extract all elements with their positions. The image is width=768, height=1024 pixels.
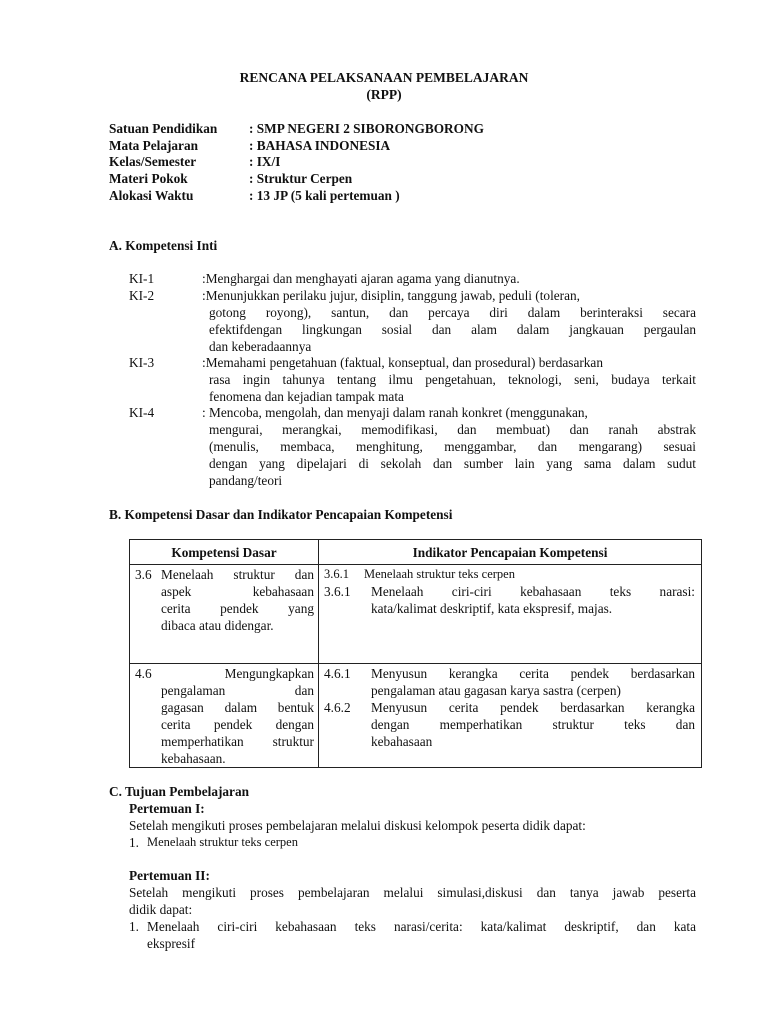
meeting-title: Pertemuan II: xyxy=(129,868,210,883)
kd-text: cerita pendek yang xyxy=(161,601,314,616)
ki-text: mengurai, merangkai, memodifikasi, dan membuat) dan ranah abstrak xyxy=(209,422,696,437)
identity-label: Kelas/Semester xyxy=(109,154,197,169)
ki-code: KI-1 xyxy=(129,271,155,286)
identity-value: : SMP NEGERI 2 SIBORONGBORONG xyxy=(249,121,484,136)
meeting-title: Pertemuan I: xyxy=(129,801,205,816)
ki-text: dan keberadaannya xyxy=(209,339,312,354)
ki-text: :Menghargai dan menghayati ajaran agama yang dianutnya. xyxy=(202,271,520,286)
ki-text: dengan yang dipelajari di sekolah dan sumber lain yang sama dalam sudut xyxy=(209,456,696,471)
kd-number: 3.6 xyxy=(135,567,152,582)
indicator-number: 4.6.2 xyxy=(324,700,351,715)
identity-label: Materi Pokok xyxy=(109,171,188,186)
ki-text: :Menunjukkan perilaku jujur, disiplin, tanggung jawab, peduli (toleran, xyxy=(202,288,580,303)
identity-label: Alokasi Waktu xyxy=(109,188,194,203)
table-header-kd: Kompetensi Dasar xyxy=(130,540,319,565)
indicator-number: 4.6.1 xyxy=(324,666,351,681)
indicator-item xyxy=(324,583,695,617)
indicator-item xyxy=(324,566,695,583)
objective-text: Menelaah struktur teks cerpen xyxy=(147,835,298,849)
indicator-text: Menelaah ciri-ciri kebahasaan teks narasi: xyxy=(371,584,695,599)
kd-text: memperhatikan struktur xyxy=(161,734,314,749)
objective-text: ekspresif xyxy=(147,936,195,951)
indicator-text: dengan memperhatikan struktur teks dan xyxy=(371,717,695,732)
ki-text: fenomena dan kejadian tampak mata xyxy=(209,389,404,404)
meeting-intro-block xyxy=(129,884,696,918)
table-row xyxy=(130,565,702,664)
ki-code: KI-2 xyxy=(129,288,155,303)
indicator-cell xyxy=(319,664,702,768)
indicator-text: pengalaman atau gagasan karya sastra (cerpen) xyxy=(371,683,621,698)
objective-number: 1. xyxy=(129,919,139,934)
objective-text: Menelaah ciri-ciri kebahasaan teks narasi/cerita: kata/kalimat deskriptif, dan kata xyxy=(147,919,696,934)
identity-label: Mata Pelajaran xyxy=(109,138,198,153)
ki-text: (menulis, membaca, menghitung, menggambar, dan mengarang) sesuai xyxy=(209,439,696,454)
meeting-intro: Setelah mengikuti proses pembelajaran melalui simulasi,diskusi dan tanya jawab peserta xyxy=(129,885,696,900)
kd-cell xyxy=(130,565,319,664)
indicator-item xyxy=(324,665,695,699)
meeting-intro: didik dapat: xyxy=(129,902,193,917)
ki-code: KI-3 xyxy=(129,355,155,370)
identity-value: : 13 JP (5 kali pertemuan ) xyxy=(249,188,400,203)
kd-number: 4.6 xyxy=(135,666,152,681)
kd-text: gagasan dalam bentuk xyxy=(161,700,314,715)
ki-text: :Memahami pengetahuan (faktual, konseptual, dan prosedural) berdasarkan xyxy=(202,355,603,370)
ki-text: : Mencoba, mengolah, dan menyaji dalam ranah konkret (menggunakan, xyxy=(202,405,588,420)
table-row xyxy=(130,664,702,768)
identity-value: : IX/I xyxy=(249,154,281,169)
identity-value: : Struktur Cerpen xyxy=(249,171,353,186)
kd-text: dibaca atau didengar. xyxy=(161,618,274,633)
kd-text: kebahasaan. xyxy=(161,751,226,766)
document-subtitle: (RPP) xyxy=(366,87,402,102)
kd-text: cerita pendek dengan xyxy=(161,717,314,732)
ki-text: gotong royong), santun, dan percaya diri dalam berinteraksi secara xyxy=(209,305,696,320)
competency-table xyxy=(129,539,702,768)
kd-text: Menelaah struktur dan xyxy=(161,567,314,582)
indicator-cell xyxy=(319,565,702,664)
kd-text: Mengungkapkan xyxy=(224,666,314,681)
indicator-text: Menelaah struktur teks cerpen xyxy=(364,567,515,581)
indicator-item xyxy=(324,699,695,750)
indicator-text: Menyusun kerangka cerita pendek berdasarkan xyxy=(371,666,695,681)
ki-code: KI-4 xyxy=(129,405,155,420)
meeting-intro: Setelah mengikuti proses pembelajaran melalui diskusi kelompok peserta didik dapat: xyxy=(129,818,586,833)
identity-value: : BAHASA INDONESIA xyxy=(249,138,391,153)
section-c-heading: C. Tujuan Pembelajaran xyxy=(109,784,250,799)
indicator-text: Menyusun cerita pendek berdasarkan kerangka xyxy=(371,700,695,715)
ki-text: rasa ingin tahunya tentang ilmu pengetahuan, teknologi, seni, budaya terkait xyxy=(209,372,696,387)
kd-text: aspek kebahasaan xyxy=(161,584,314,599)
indicator-text: kata/kalimat deskriptif, kata ekspresif, majas. xyxy=(371,601,613,616)
objective-number: 1. xyxy=(129,835,139,850)
ki-text: pandang/teori xyxy=(209,473,283,488)
indicator-text: kebahasaan xyxy=(371,734,433,749)
section-b-heading: B. Kompetensi Dasar dan Indikator Pencapaian Kompetensi xyxy=(109,507,453,522)
identity-label: Satuan Pendidikan xyxy=(109,121,218,136)
section-a-heading: A. Kompetensi Inti xyxy=(109,238,218,253)
ki-text: efektifdengan lingkungan sosial dan alam dalam jangkauan pergaulan xyxy=(209,322,696,337)
indicator-number: 3.6.1 xyxy=(324,567,349,581)
indicator-number: 3.6.1 xyxy=(324,584,351,599)
kd-cell xyxy=(130,664,319,768)
kd-text: pengalaman dan xyxy=(161,683,314,698)
table-header-indicator: Indikator Pencapaian Kompetensi xyxy=(319,540,702,565)
document-title: RENCANA PELAKSANAAN PEMBELAJARAN xyxy=(239,70,529,85)
